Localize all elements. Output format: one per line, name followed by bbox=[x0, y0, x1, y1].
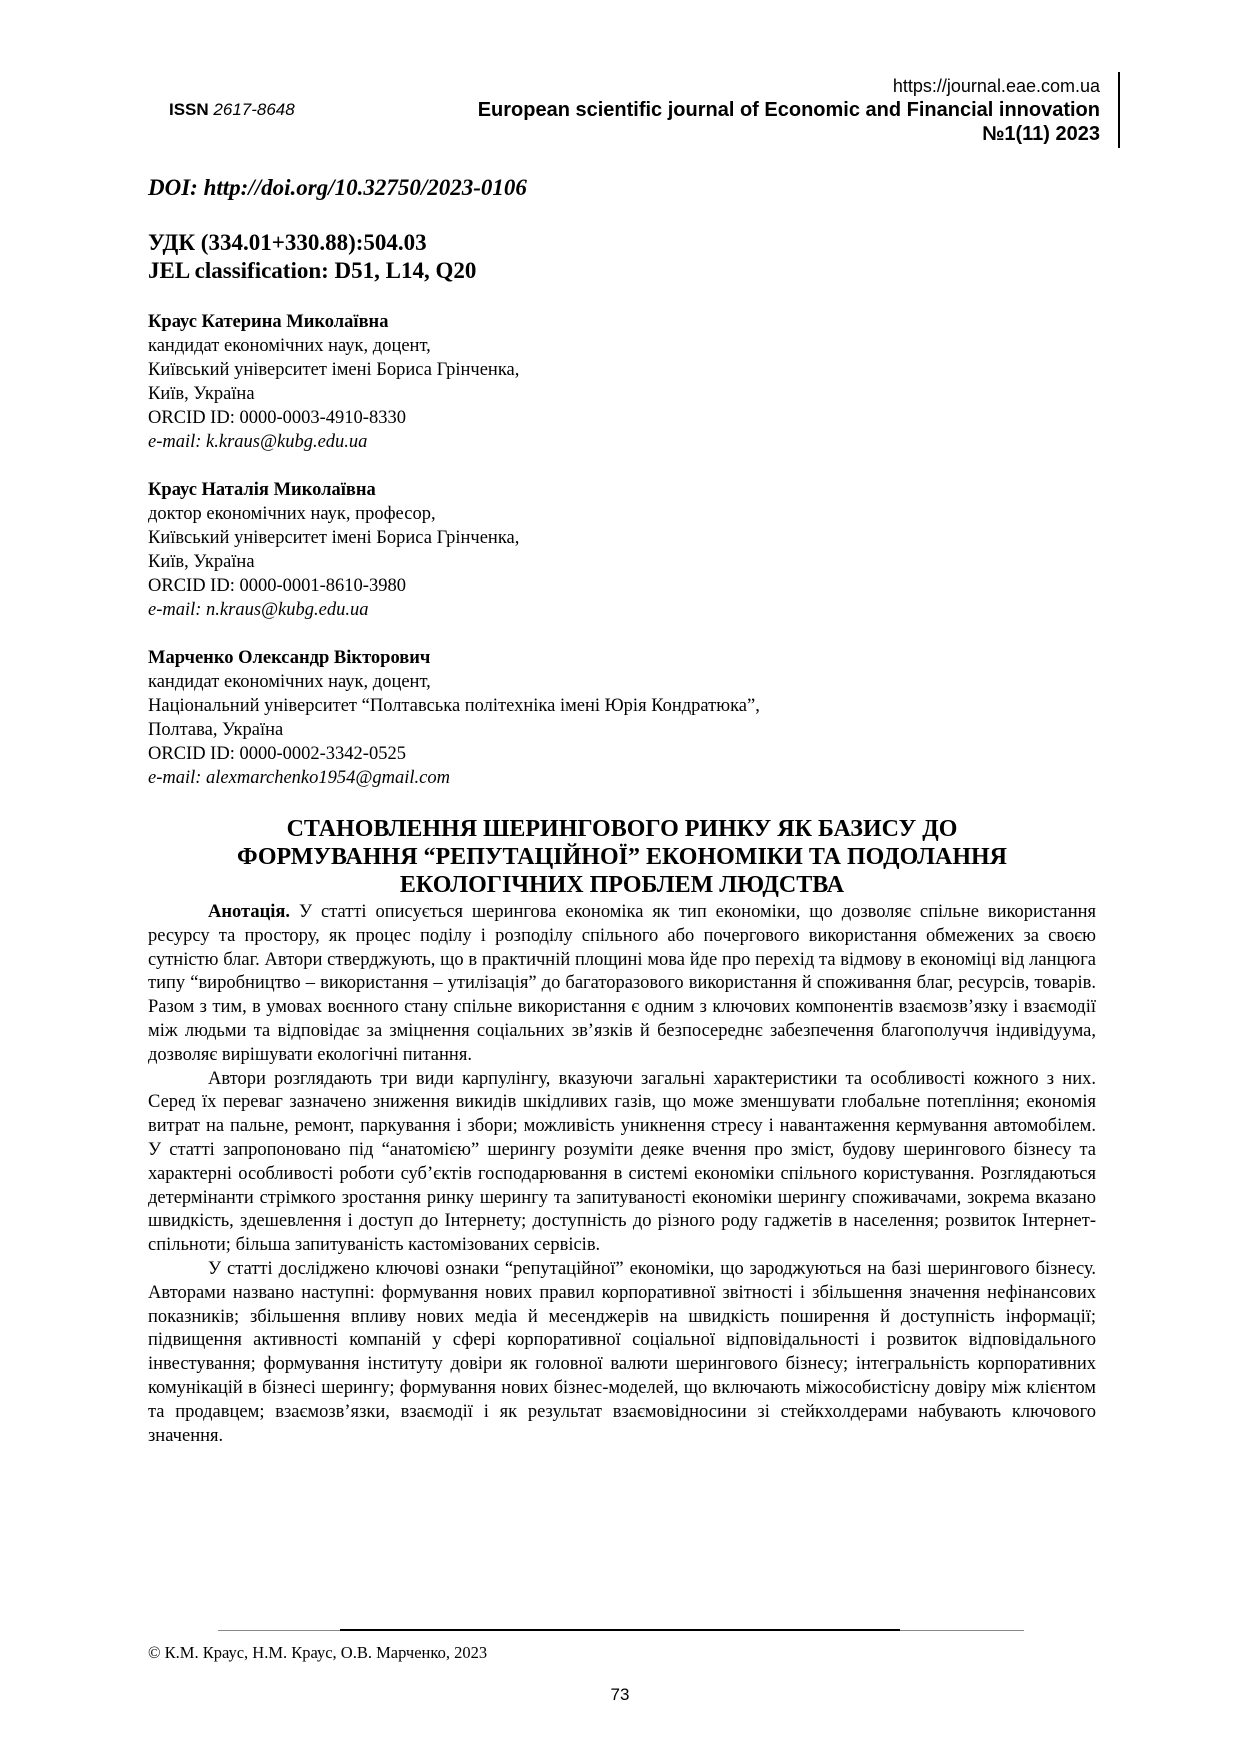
author-orcid: ORCID ID: 0000-0002-3342-0525 bbox=[148, 744, 406, 764]
author-city: Київ, Україна bbox=[148, 384, 255, 404]
author-affiliation: Київський університет імені Бориса Грінченка, bbox=[148, 360, 520, 380]
copyright: © К.М. Краус, Н.М. Краус, О.В. Марченко, 2023 bbox=[148, 1643, 488, 1662]
issn-label: ISSN bbox=[169, 100, 209, 119]
title-line: ЕКОЛОГІЧНИХ ПРОБЛЕМ ЛЮДСТВА bbox=[399, 872, 845, 898]
author-email: e-mail: n.kraus@kubg.edu.ua bbox=[148, 600, 369, 620]
author-city: Полтава, Україна bbox=[148, 720, 284, 740]
author-name: Краус Катерина Миколаївна bbox=[148, 312, 389, 332]
title-line: СТАНОВЛЕННЯ ШЕРИНГОВОГО РИНКУ ЯК БАЗИСУ ДО bbox=[286, 816, 958, 842]
author-orcid: ORCID ID: 0000-0001-8610-3980 bbox=[148, 576, 406, 596]
journal-url: https://journal.eae.com.ua bbox=[892, 76, 1100, 96]
udk-code: УДК (334.01+330.88):504.03 bbox=[148, 230, 427, 255]
abstract-lead: Анотація. bbox=[208, 902, 291, 922]
journal-name: European scientific journal of Economic and Financial innovation bbox=[477, 99, 1100, 121]
author-name: Краус Наталія Миколаївна bbox=[148, 480, 376, 500]
header-divider bbox=[1118, 72, 1120, 148]
footnote-rule-bold bbox=[340, 1629, 900, 1631]
journal-header bbox=[478, 74, 1100, 146]
classification bbox=[148, 229, 476, 285]
author-degree: кандидат економічних наук, доцент, bbox=[148, 672, 431, 692]
title-line: ФОРМУВАННЯ “РЕПУТАЦІЙНОЇ” ЕКОНОМІКИ ТА ПОДОЛАННЯ bbox=[236, 844, 1007, 870]
author-degree: кандидат економічних наук, доцент, bbox=[148, 336, 431, 356]
abstract-paragraph: У статті досліджено ключові ознаки “репутаційної” економіки, що зароджуються на базі шерингового бізнесу. Авторами названо наступні: формування нових правил корпоративної звітності і збільшення значення нефінансових показників; збільшення впливу нових медіа й месенджерів на швидкість поширення й доступність інформації; підвищення активності компаній у сфері корпоративної соціальної відповідальності і розвиток відповідального інвестування; формування інституту довіри як головної валюти шерингового бізнесу; інтегральність корпоративних комунікацій в бізнесі шерингу; формування нових бізнес-моделей, що включають міжособистісну довіру між клієнтом та продавцем; взаємозв’язки, взаємодії і як результат взаємовідносини зі стейкхолдерами набувають ключового значення. bbox=[148, 1258, 1096, 1446]
abstract-paragraph bbox=[148, 901, 1096, 1068]
author-affiliation: Київський університет імені Бориса Грінченка, bbox=[148, 528, 520, 548]
author-block bbox=[148, 310, 519, 454]
author-name: Марченко Олександр Вікторович bbox=[148, 648, 431, 668]
author-city: Київ, Україна bbox=[148, 552, 255, 572]
abstract bbox=[148, 901, 1096, 1448]
jel-code: JEL classification: D51, L14, Q20 bbox=[148, 258, 477, 283]
doi: DOI: http://doi.org/10.32750/2023-0106 bbox=[148, 175, 527, 200]
journal-issue: №1(11) 2023 bbox=[982, 123, 1100, 145]
author-affiliation: Національний університет “Полтавська політехніка імені Юрія Кондратюка”, bbox=[148, 696, 760, 716]
author-orcid: ORCID ID: 0000-0003-4910-8330 bbox=[148, 408, 406, 428]
article-title bbox=[148, 815, 1096, 899]
author-email: e-mail: alexmarchenko1954@gmail.com bbox=[148, 768, 450, 788]
author-degree: доктор економічних наук, професор, bbox=[148, 504, 436, 524]
page-number: 73 bbox=[610, 1685, 630, 1704]
author-block bbox=[148, 478, 519, 622]
abstract-paragraph: Автори розглядають три види карпулінгу, вказуючи загальні характеристики та особливості кожного з них. Серед їх переваг зазначено зниження викидів шкідливих газів, що може зменшувати глобальне потепління; економія витрат на пальне, ремонт, паркування і збори; можливість уникнення стресу і навантаження кермування автомобілем. У статті запропоновано під “анатомією” шерингу розуміти деяке вчення про зміст, будову шерингового бізнесу та характерні особливості роботи суб’єктів господарювання в системі економіки спільного користування. Розглядаються детермінанти стрімкого зростання ринку шерингу та запитуваності економіки шерингу споживачами, зокрема вказано швидкість, здешевлення і доступ до Інтернету; доступність до різного роду гаджетів в населення; розвиток Інтернет-спільноти; більша запитуваність кастомізованих сервісів. bbox=[148, 1068, 1096, 1256]
issn-number: 2617-8648 bbox=[213, 100, 295, 119]
issn bbox=[169, 100, 295, 120]
abstract-text: У статті описується шерингова економіка як тип економіки, що дозволяє спільне використання ресурсу та простору, як процес поділу і розподілу спільного або почергового використання обмежених за своєю сутністю благ. Автори стверджують, що в практичній площині мова йде про перехід та відмову в економіці від ланцюга типу “виробництво – використання – утилізація” до багаторазового використання й споживання благ, ресурсів, товарів. Разом з тим, в умовах воєнного стану спільне використання є одним з ключових компонентів взаємозв’язку і взаємодії між людьми та відповідає за зміцнення соціальних зв’язків й безпосереднє забезпечення благополуччя індивідуума, дозволяє вирішувати екологічні питання. bbox=[148, 902, 1096, 1065]
author-email: e-mail: k.kraus@kubg.edu.ua bbox=[148, 432, 368, 452]
author-block bbox=[148, 646, 760, 790]
